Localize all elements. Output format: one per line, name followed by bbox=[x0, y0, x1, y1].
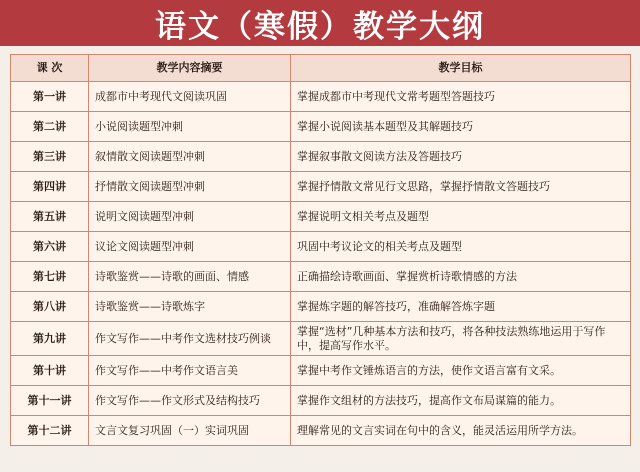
title-banner bbox=[0, 0, 640, 46]
goal-cell: 掌握“选材”几种基本方法和技巧，将各种技法熟练地运用于写作中，提高写作水平。 bbox=[291, 322, 631, 356]
goal-cell: 掌握中考作文锤炼语言的方法，使作文语言富有文采。 bbox=[291, 356, 631, 386]
goal-cell: 掌握作文组材的方法技巧，提高作文布局谋篇的能力。 bbox=[291, 386, 631, 416]
page-title: 语文（寒假）教学大纲 bbox=[155, 8, 485, 45]
table-row bbox=[11, 232, 631, 262]
header-goal: 教学目标 bbox=[291, 55, 631, 82]
summary-cell: 诗歌鉴赏——诗歌炼字 bbox=[89, 292, 291, 322]
lesson-cell: 第三讲 bbox=[11, 142, 89, 172]
table-row bbox=[11, 292, 631, 322]
table-row bbox=[11, 322, 631, 356]
lesson-cell: 第十二讲 bbox=[11, 416, 89, 446]
lesson-cell: 第七讲 bbox=[11, 262, 89, 292]
summary-cell: 作文写作——作文形式及结构技巧 bbox=[89, 386, 291, 416]
header-summary: 教学内容摘要 bbox=[89, 55, 291, 82]
summary-cell: 诗歌鉴赏——诗歌的画面、情感 bbox=[89, 262, 291, 292]
lesson-cell: 第二讲 bbox=[11, 112, 89, 142]
table-row bbox=[11, 142, 631, 172]
summary-cell: 叙情散文阅读题型冲刺 bbox=[89, 142, 291, 172]
header-row bbox=[11, 55, 631, 82]
syllabus-table bbox=[10, 54, 631, 446]
summary-cell: 小说阅读题型冲刺 bbox=[89, 112, 291, 142]
table-row bbox=[11, 386, 631, 416]
lesson-cell: 第四讲 bbox=[11, 172, 89, 202]
goal-cell: 掌握抒情散文常见行文思路，掌握抒情散文答题技巧 bbox=[291, 172, 631, 202]
goal-cell: 掌握说明文相关考点及题型 bbox=[291, 202, 631, 232]
goal-cell: 巩固中考议论文的相关考点及题型 bbox=[291, 232, 631, 262]
table-row bbox=[11, 416, 631, 446]
table-row bbox=[11, 112, 631, 142]
lesson-cell: 第一讲 bbox=[11, 82, 89, 112]
goal-cell: 掌握小说阅读基本题型及其解题技巧 bbox=[291, 112, 631, 142]
lesson-cell: 第九讲 bbox=[11, 322, 89, 356]
lesson-cell: 第十讲 bbox=[11, 356, 89, 386]
table-row bbox=[11, 82, 631, 112]
goal-cell: 掌握叙事散文阅读方法及答题技巧 bbox=[291, 142, 631, 172]
summary-cell: 作文写作——中考作文语言美 bbox=[89, 356, 291, 386]
summary-cell: 抒情散文阅读题型冲刺 bbox=[89, 172, 291, 202]
goal-cell: 正确描绘诗歌画面、掌握赏析诗歌情感的方法 bbox=[291, 262, 631, 292]
goal-cell: 掌握成都市中考现代文常考题型答题技巧 bbox=[291, 82, 631, 112]
summary-cell: 文言文复习巩固（一）实词巩固 bbox=[89, 416, 291, 446]
summary-cell: 议论文阅读题型冲刺 bbox=[89, 232, 291, 262]
summary-cell: 作文写作——中考作文选材技巧例谈 bbox=[89, 322, 291, 356]
header-lesson: 课 次 bbox=[11, 55, 89, 82]
lesson-cell: 第八讲 bbox=[11, 292, 89, 322]
table-row bbox=[11, 172, 631, 202]
lesson-cell: 第五讲 bbox=[11, 202, 89, 232]
goal-cell: 理解常见的文言实词在句中的含义，能灵活运用所学方法。 bbox=[291, 416, 631, 446]
table-row bbox=[11, 262, 631, 292]
table-row bbox=[11, 202, 631, 232]
table-row bbox=[11, 356, 631, 386]
summary-cell: 成都市中考现代文阅读巩固 bbox=[89, 82, 291, 112]
lesson-cell: 第十一讲 bbox=[11, 386, 89, 416]
goal-cell: 掌握炼字题的解答技巧，准确解答炼字题 bbox=[291, 292, 631, 322]
lesson-cell: 第六讲 bbox=[11, 232, 89, 262]
summary-cell: 说明文阅读题型冲刺 bbox=[89, 202, 291, 232]
